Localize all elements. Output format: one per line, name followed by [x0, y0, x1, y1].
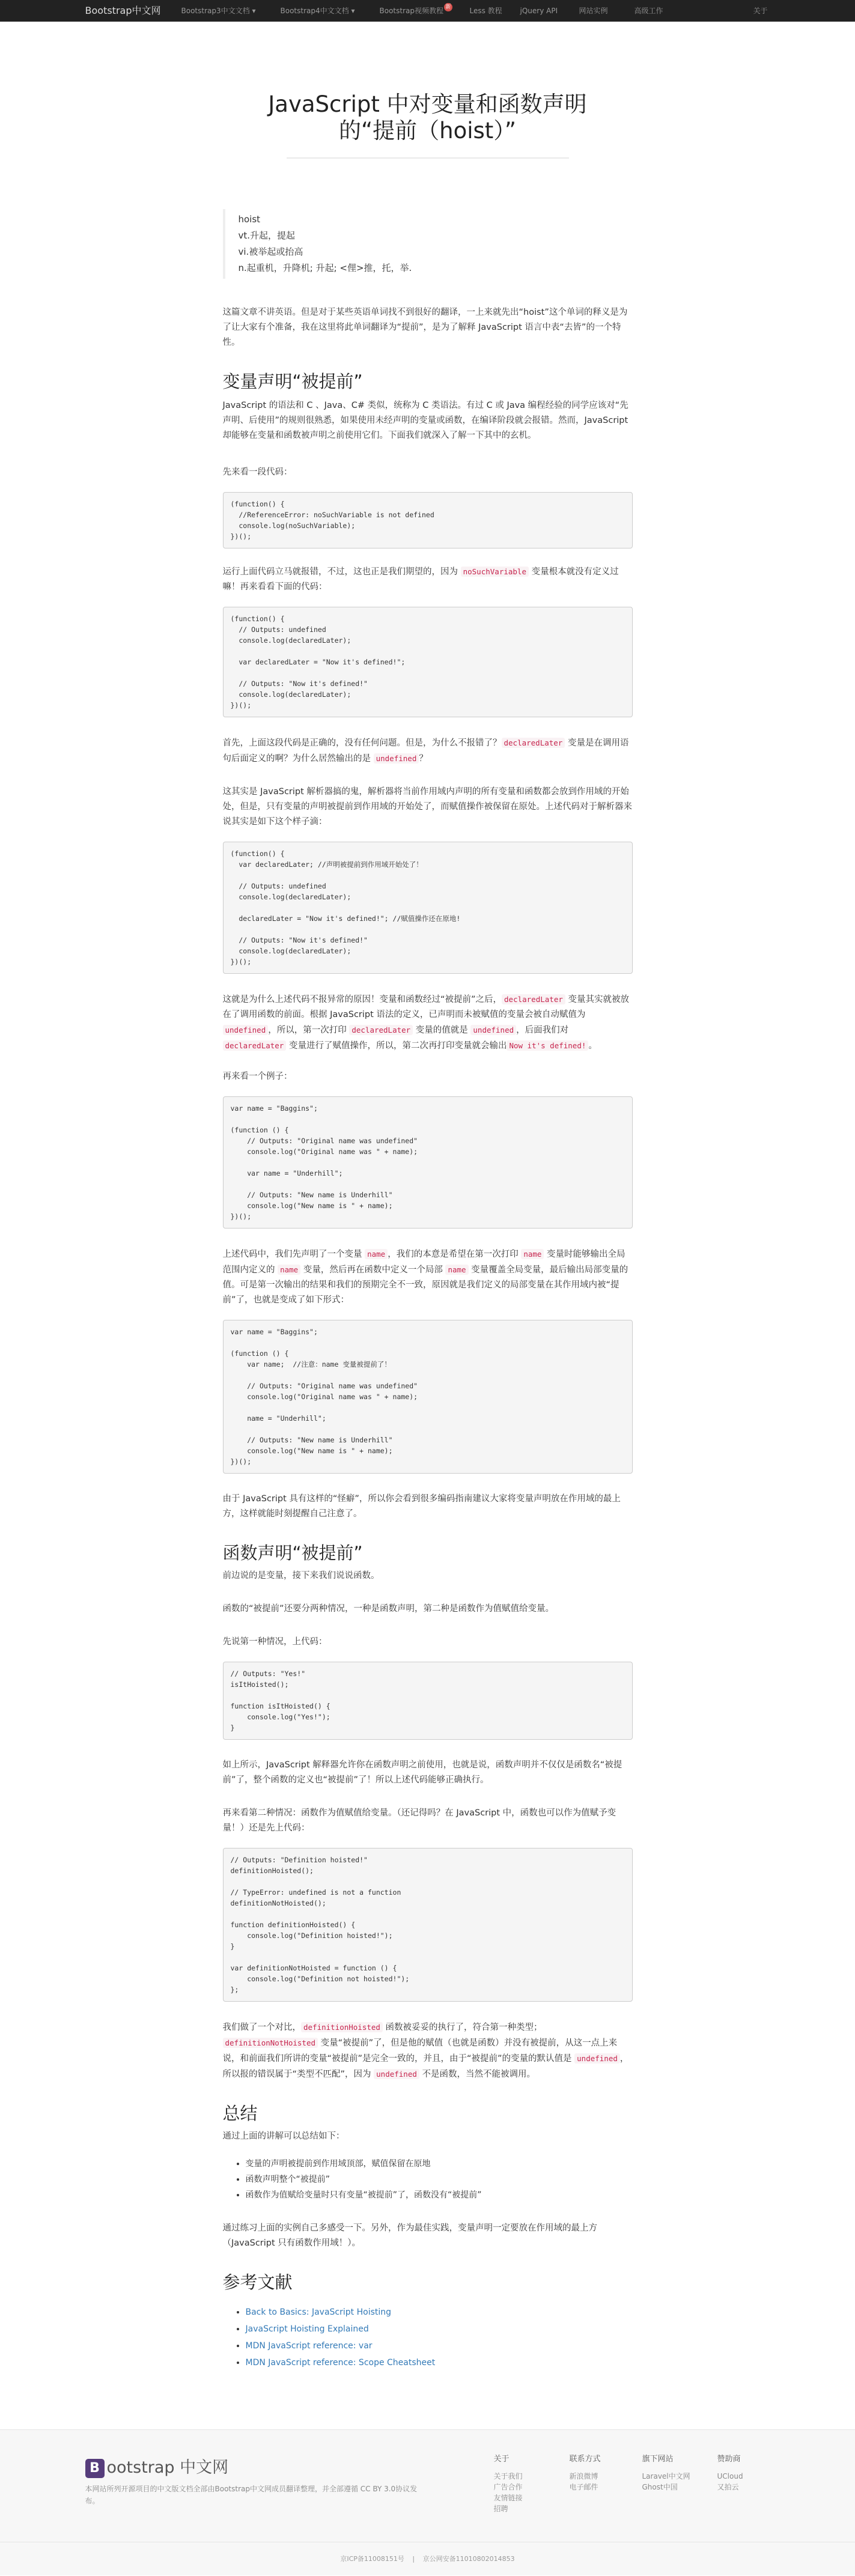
footer-logo[interactable]	[85, 2454, 229, 2478]
inline-code: name	[365, 1249, 388, 1259]
definition-quote	[223, 209, 633, 279]
paragraph: 由于 JavaScript 具有这样的“怪癖”，所以你会看到很多编码指南建议大家将变量声明放在作用域的最上方，这样就能时刻提醒自己注意了。	[222, 1494, 621, 1519]
list-item: • 变量的声明被提前到作用域顶部，赋值保留在原地	[246, 2156, 633, 2172]
inline-code: undefined	[470, 1025, 516, 1035]
text: 变量的值就是	[413, 1025, 471, 1035]
text: 变量“被提前”了，但是他的赋值（也就是函数）并没有被提前，从这一点上来说，和前面我们所讲的变量“被提前”是完全一致的，并且，由于“被提前”的变量的默认值是	[222, 2038, 618, 2064]
quote-line: vt.升起，提起	[238, 230, 296, 241]
text: 首先，上面这段代码是正确的，没有任何问题。但是，为什么不报错了？	[222, 738, 502, 748]
paragraph: 再来看第二种情况：函数作为值赋值给变量。（还记得吗？在 JavaScript 中，函数也可以作为值赋予变量！）还是先上代码：	[222, 1808, 616, 1833]
paragraph	[223, 564, 633, 595]
footer-col-about	[494, 2454, 523, 2514]
reference-list	[246, 2304, 633, 2371]
inline-code: definitionHoisted	[301, 2022, 383, 2032]
reference-link[interactable]: Back to Basics: JavaScript Hoisting	[245, 2307, 392, 2317]
list-item: • 函数声明整个“被提前”	[246, 2172, 633, 2187]
paragraph	[223, 1247, 633, 1308]
code-block: (function() { //ReferenceError: noSuchVariable is not defined console.log(noSuchVariable); })();	[223, 492, 633, 548]
paragraph	[223, 735, 633, 767]
separator: |	[412, 2555, 415, 2563]
footer-legal	[0, 2542, 855, 2576]
text: 变量时能够输出全局范围内定义的	[222, 1250, 625, 1275]
inline-code: undefined	[374, 2069, 419, 2079]
inline-code: declaredLater	[223, 1040, 287, 1051]
nav-site-examples[interactable]: 网站实例	[579, 7, 608, 15]
inline-code: name	[445, 1265, 468, 1275]
footer-col-title: 联系方式	[569, 2455, 601, 2464]
nav-about[interactable]: 关于	[753, 7, 768, 15]
footer-col-sponsors	[717, 2454, 743, 2492]
summary-list	[246, 2156, 633, 2203]
reference-link[interactable]: MDN JavaScript reference: Scope Cheatsheet	[245, 2358, 436, 2368]
list-item	[246, 2304, 633, 2321]
article-container	[223, 0, 633, 2371]
text: ？	[419, 754, 428, 764]
quote-line: n.起重机，升降机; 升起; <俚>推，托，举.	[238, 263, 412, 273]
text: ，我们的本意是希望在第一次打印	[388, 1250, 522, 1259]
list-item	[246, 2354, 633, 2371]
paragraph: 先来看一段代码：	[222, 467, 293, 477]
reference-link[interactable]: MDN JavaScript reference: var	[245, 2341, 373, 2351]
paragraph: 如上所示，JavaScript 解释器允许你在函数声明之前使用，也就是说，函数声明并不仅仅是函数名“被提前”了，整个函数的定义也“被提前”了！所以上述代码能够正确执行。	[222, 1760, 622, 1785]
footer-link[interactable]: 广告合作	[493, 2483, 523, 2491]
inline-code: declaredLater	[502, 738, 565, 748]
text: 。	[588, 1041, 597, 1051]
brand-link[interactable]: Bootstrap中文网	[85, 5, 161, 16]
footer-col-title: 赞助商	[717, 2455, 741, 2464]
paragraph: 这其实是 JavaScript 解析器搞的鬼，解析器将当前作用域内声明的所有变量和函数都会放到作用域的开始处，但是，只有变量的声明被提前到作用域的开始处了，而赋值操作被保留在原处。上述代码对于解析器来说其实是如下这个样子滴：	[222, 787, 632, 827]
list-item	[246, 2321, 633, 2338]
paragraph	[223, 2020, 633, 2082]
code-block: var name = "Baggins"; (function () { var name; //注意：name 变量被提前了！ // Outputs: "Original name was undefined" console.log("Original name was " + name); name = "Underhill"; // Outputs: "New name is Underhill" console.log("New name is " + name); })();	[223, 1320, 633, 1474]
nav-label: Bootstrap4中文文档	[280, 7, 349, 15]
text: ，所以，第一次打印	[268, 1025, 350, 1035]
title-divider	[287, 157, 569, 159]
inline-code: Now it's defined!	[507, 1040, 588, 1051]
footer-link[interactable]: UCloud	[717, 2472, 743, 2480]
list-item: • 函数作为值赋给变量时只有变量“被提前”了，函数没有“被提前”	[246, 2187, 633, 2203]
inline-code: undefined	[374, 753, 419, 764]
text: 运行上面代码立马就报错，不过，这也正是我们期望的，因为	[222, 567, 461, 577]
quote-line: hoist	[238, 214, 261, 225]
section-heading-functions: 函数声明“被提前”	[222, 1543, 363, 1563]
text: 变量是在调用语句后面定义的啊？为什么居然输出的是	[222, 738, 629, 764]
text: 变量其实就被放在了调用函数的前面。根据 JavaScript 语法的定义，已声明而未被赋值的变量会被自动赋值为	[222, 995, 629, 1019]
inline-code: name	[521, 1249, 544, 1259]
paragraph	[223, 992, 633, 1054]
text: 这就是为什么上述代码不报异常的原因！变量和函数经过“被提前”之后，	[222, 995, 502, 1004]
inline-code: name	[278, 1265, 300, 1275]
footer-link[interactable]: 友情链接	[493, 2494, 523, 2502]
nav-label: Bootstrap视频教程	[379, 7, 443, 15]
footer-description: 本网站所列开源项目的中文版文档全部由Bootstrap中文网成员翻译整理，并全部遵循 CC BY 3.0协议发布。	[85, 2485, 418, 2505]
footer-link[interactable]: Laravel中文网	[642, 2472, 690, 2480]
text: 变量进行了赋值操作，所以，第二次再打印变量就会输出	[286, 1041, 507, 1051]
footer-col-title: 旗下网站	[642, 2455, 674, 2464]
text: 变量根本就没有定义过嘛！再来看看下面的代码：	[222, 567, 619, 592]
nav-jquery-api[interactable]: jQuery API	[520, 7, 558, 15]
page-title	[223, 91, 633, 144]
paragraph: 通过上面的讲解可以总结如下：	[222, 2131, 345, 2141]
paragraph: 先说第一种情况，上代码：	[222, 1637, 327, 1647]
text: ，后面我们对	[516, 1025, 569, 1035]
inline-code: undefined	[574, 2053, 620, 2064]
paragraph: 再来看一个例子：	[222, 1072, 293, 1081]
chevron-down-icon: ▾	[351, 7, 355, 15]
footer-logo-text: ootstrap 中文网	[106, 2458, 229, 2477]
quote-line: vi.被举起或抬高	[238, 246, 303, 257]
section-heading-references: 参考文献	[222, 2272, 293, 2292]
footer-link[interactable]: 招聘	[493, 2505, 508, 2513]
footer-link[interactable]: 又拍云	[717, 2483, 739, 2491]
footer-link[interactable]: 电子邮件	[569, 2483, 598, 2491]
text: 我们做了一个对比，	[222, 2023, 301, 2032]
text: 函数被妥妥的执行了，符合第一种类型；	[382, 2023, 543, 2032]
text: 上述代码中，我们先声明了一个变量	[222, 1250, 365, 1259]
site-footer	[0, 2429, 855, 2575]
footer-col-sites	[642, 2454, 690, 2492]
reference-link[interactable]: JavaScript Hoisting Explained	[245, 2324, 369, 2334]
intro-paragraph: 这篇文章不讲英语。但是对于某些英语单词找不到很好的翻译，一上来就先出“hoist”这个单词的释义是为了让大家有个准备，我在这里将此单词翻译为“提前”，是为了解释 JavaScript 语言中表“去皆”的一个特性。	[222, 308, 628, 347]
text: ，所以报的错误属于“类型不匹配”，因为	[222, 2054, 629, 2079]
text: 不是函数，当然不能被调用。	[419, 2070, 535, 2079]
footer-col-title: 关于	[493, 2455, 510, 2464]
footer-col-contact	[570, 2454, 601, 2492]
code-block: (function() { var declaredLater; //声明被提前到作用域开始处了！ // Outputs: undefined console.log(declaredLater); declaredLater = "Now it's defined!"; //赋值操作还在原地! // Outputs: "Now it's defined!" console.log(declaredLater); })();	[223, 842, 633, 974]
title-line-2: 的“提前（hoist）”	[339, 118, 516, 144]
footer-link[interactable]: 新浪微博	[569, 2472, 598, 2480]
paragraph: 通过练习上面的实例自己多感受一下。另外，作为最佳实践，变量声明一定要放在作用域的最上方（JavaScript 只有函数作用域！）。	[222, 2223, 597, 2248]
inline-code: definitionNotHoisted	[223, 2038, 318, 2048]
inline-code: noSuchVariable	[461, 567, 529, 577]
section-heading-variables: 变量声明“被提前”	[222, 371, 363, 392]
nav-label: Bootstrap3中文文档	[181, 7, 250, 15]
title-line-1: JavaScript 中对变量和函数声明	[268, 91, 587, 117]
code-block: var name = "Baggins"; (function () { // Outputs: "Original name was undefined" console.log("Original name was " + name); var name = "Underhill"; // Outputs: "New name is Underhill" console.log("New name is " + name); })();	[223, 1096, 633, 1229]
inline-code: undefined	[223, 1025, 269, 1035]
footer-link[interactable]: 关于我们	[493, 2472, 523, 2480]
nav-less-tutorial[interactable]: Less 教程	[469, 7, 502, 15]
nav-advanced-jobs[interactable]: 高级工作	[634, 7, 663, 15]
footer-link[interactable]: Ghost中国	[642, 2483, 678, 2491]
paragraph: JavaScript 的语法和 C 、Java、C# 类似，统称为 C 类语法。有过 C 或 Java 编程经验的同学应该对“先声明、后使用”的规则很熟悉，如果使用未经声明的变量或函数，在编译阶段就会报错。然而，JavaScript 却能够在变量和函数被声明之前使用它们。下面我们就深入了解一下其中的玄机。	[222, 401, 628, 440]
list-item	[246, 2338, 633, 2354]
chevron-down-icon: ▾	[252, 7, 256, 15]
paragraph: 前边说的是变量，接下来我们说说函数。	[222, 1571, 380, 1581]
bootstrap-logo-icon: B	[85, 2459, 105, 2478]
code-block: // Outputs: "Yes!" isItHoisted(); function isItHoisted() { console.log("Yes!"); }	[223, 1662, 633, 1740]
text: 变量覆盖全局变量，最后输出局部变量的值。可是第一次输出的结果和我们的预期完全不一致，原因就是我们定义的局部变量在其作用域内被“提前”了，也就是变成了如下形式：	[222, 1265, 628, 1305]
inline-code: declaredLater	[502, 994, 565, 1004]
paragraph: 函数的“被提前”还要分两种情况，一种是函数声明，第二种是函数作为值赋值给变量。	[222, 1604, 555, 1614]
code-block: (function() { // Outputs: undefined console.log(declaredLater); var declaredLater = "Now it's defined!"; // Outputs: "Now it's defined!" console.log(declaredLater); })();	[223, 607, 633, 717]
inline-code: declaredLater	[349, 1025, 413, 1035]
icp-link[interactable]: 京ICP备11008151号	[340, 2555, 404, 2563]
new-badge: 新	[444, 3, 452, 11]
text: 变量，然后再在函数中定义一个局部	[300, 1265, 446, 1275]
code-block: // Outputs: "Definition hoisted!" definitionHoisted(); // TypeError: undefined is not a function definitionNotHoisted(); function definitionHoisted() { console.log("Definition hoisted!"); } var definitionNotHoisted = function () { console.log("Definition not hoisted!"); };	[223, 1848, 633, 2002]
section-heading-summary: 总结	[222, 2103, 258, 2124]
police-record-link[interactable]: 京公网安备11010802014853	[422, 2555, 515, 2563]
